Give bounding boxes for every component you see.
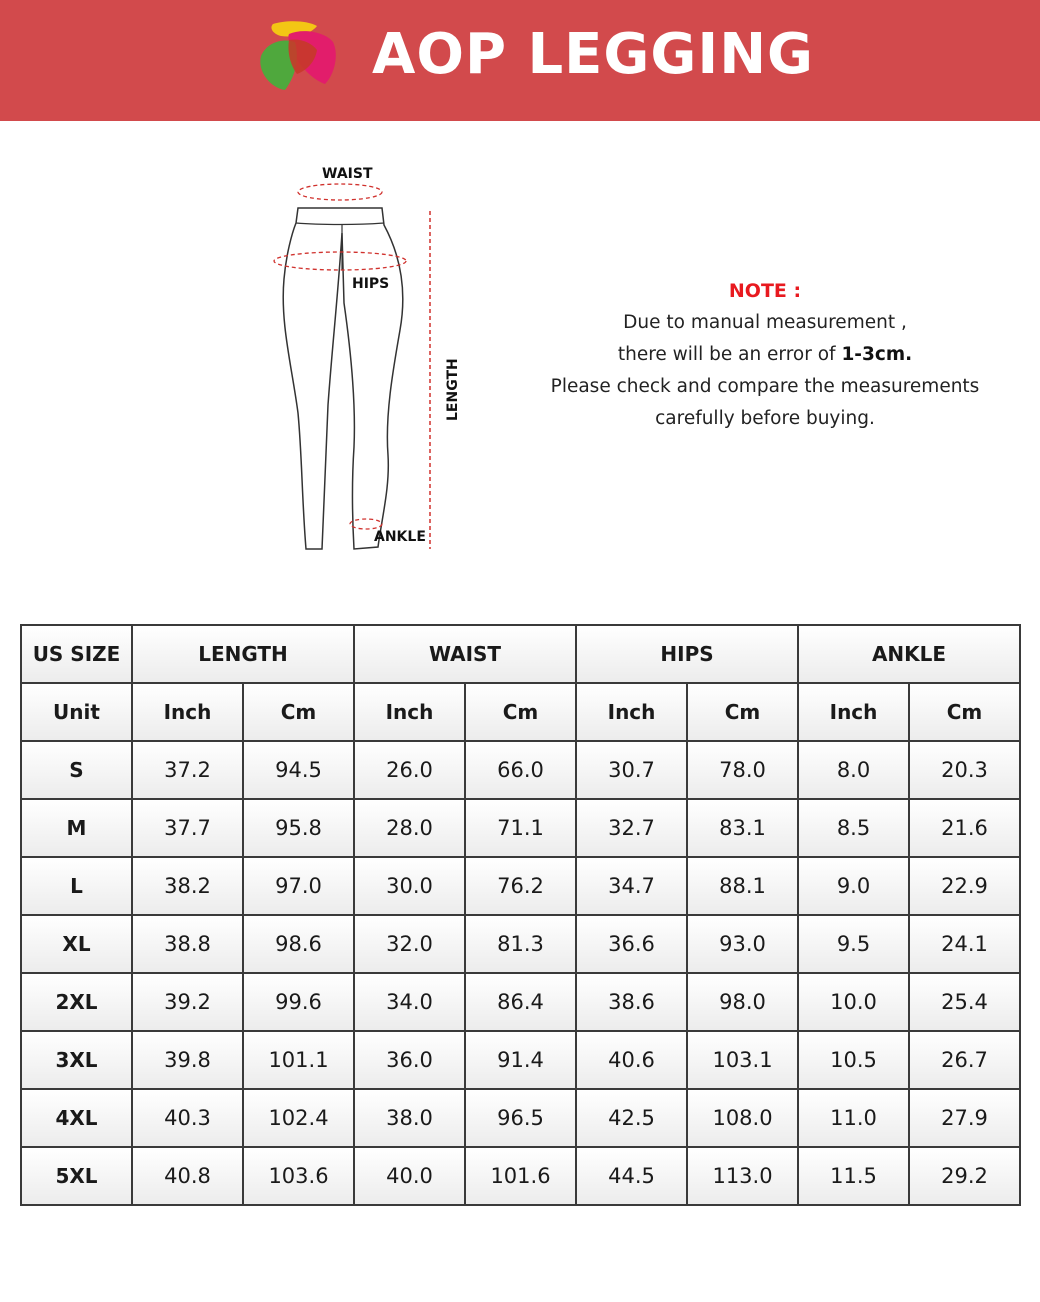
table-row	[21, 857, 1020, 915]
us-size-header: US SIZE	[21, 625, 132, 683]
measurement-cell: 27.9	[909, 1089, 1020, 1147]
measurement-cell: 11.0	[798, 1089, 909, 1147]
measurement-cell: 9.0	[798, 857, 909, 915]
measurement-cell: 10.5	[798, 1031, 909, 1089]
measurement-note	[540, 275, 990, 435]
measurement-cell: 9.5	[798, 915, 909, 973]
measurement-cell: 76.2	[465, 857, 576, 915]
measurement-cell: 34.0	[354, 973, 465, 1031]
size-cell: M	[21, 799, 132, 857]
measurement-cell: 96.5	[465, 1089, 576, 1147]
measurement-cell: 108.0	[687, 1089, 798, 1147]
table-row	[21, 915, 1020, 973]
ankle-measure-line	[350, 519, 382, 529]
measurement-cell: 34.7	[576, 857, 687, 915]
ankle-label: ANKLE	[374, 529, 426, 545]
ankle-header: ANKLE	[798, 625, 1020, 683]
measurement-cell: 101.6	[465, 1147, 576, 1205]
measurement-cell: 91.4	[465, 1031, 576, 1089]
measurement-cell: 97.0	[243, 857, 354, 915]
measurement-cell: 37.7	[132, 799, 243, 857]
size-cell: L	[21, 857, 132, 915]
unit-cell: Cm	[909, 683, 1020, 741]
unit-header: Unit	[21, 683, 132, 741]
table-row	[21, 973, 1020, 1031]
table-row	[21, 741, 1020, 799]
measurement-cell: 38.6	[576, 973, 687, 1031]
measurement-cell: 24.1	[909, 915, 1020, 973]
measurement-cell: 20.3	[909, 741, 1020, 799]
measurement-cell: 102.4	[243, 1089, 354, 1147]
measurement-cell: 40.3	[132, 1089, 243, 1147]
measurement-cell: 103.1	[687, 1031, 798, 1089]
measurement-cell: 28.0	[354, 799, 465, 857]
waistband-line	[296, 223, 384, 225]
waist-label: WAIST	[322, 166, 373, 182]
measurement-cell: 44.5	[576, 1147, 687, 1205]
legging-outline	[283, 208, 403, 549]
note-line-3: Please check and compare the measurements	[550, 376, 980, 397]
unit-cell: Cm	[243, 683, 354, 741]
size-cell: 4XL	[21, 1089, 132, 1147]
group-header-row	[21, 625, 1020, 683]
header-banner	[0, 0, 1040, 121]
size-cell: 2XL	[21, 973, 132, 1031]
measurement-cell: 86.4	[465, 973, 576, 1031]
measurement-cell: 38.0	[354, 1089, 465, 1147]
unit-cell: Cm	[465, 683, 576, 741]
measurement-cell: 26.0	[354, 741, 465, 799]
measurement-cell: 83.1	[687, 799, 798, 857]
measurement-cell: 26.7	[909, 1031, 1020, 1089]
measurement-cell: 99.6	[243, 973, 354, 1031]
brand-logo	[255, 20, 339, 92]
note-line-2	[540, 339, 990, 371]
measurement-cell: 42.5	[576, 1089, 687, 1147]
measurement-cell: 10.0	[798, 973, 909, 1031]
measurement-cell: 71.1	[465, 799, 576, 857]
size-chart-table	[20, 624, 1021, 1206]
unit-cell: Inch	[798, 683, 909, 741]
measurement-cell: 30.0	[354, 857, 465, 915]
page-title: AOP LEGGING	[372, 22, 815, 87]
measurement-cell: 39.2	[132, 973, 243, 1031]
measurement-cell: 98.0	[687, 973, 798, 1031]
measurement-cell: 38.8	[132, 915, 243, 973]
measurement-cell: 95.8	[243, 799, 354, 857]
measurement-cell: 94.5	[243, 741, 354, 799]
measurement-cell: 37.2	[132, 741, 243, 799]
measurement-cell: 38.2	[132, 857, 243, 915]
legging-diagram	[240, 155, 480, 565]
note-line-1: Due to manual measurement ,	[623, 312, 907, 333]
length-header: LENGTH	[132, 625, 354, 683]
measurement-cell: 36.0	[354, 1031, 465, 1089]
unit-cell: Inch	[576, 683, 687, 741]
measurement-cell: 39.8	[132, 1031, 243, 1089]
measurement-cell: 25.4	[909, 973, 1020, 1031]
table-row	[21, 1089, 1020, 1147]
measurement-cell: 21.6	[909, 799, 1020, 857]
measurement-cell: 40.8	[132, 1147, 243, 1205]
measurement-cell: 30.7	[576, 741, 687, 799]
note-title: NOTE :	[728, 280, 802, 302]
size-cell: 3XL	[21, 1031, 132, 1089]
note-error-range: 1-3cm.	[841, 344, 913, 365]
measurement-cell: 8.0	[798, 741, 909, 799]
waist-measure-line	[298, 184, 382, 200]
measurement-cell: 40.0	[354, 1147, 465, 1205]
measurement-cell: 29.2	[909, 1147, 1020, 1205]
measurement-cell: 22.9	[909, 857, 1020, 915]
table-row	[21, 799, 1020, 857]
measurement-cell: 78.0	[687, 741, 798, 799]
measurement-cell: 32.0	[354, 915, 465, 973]
table-row	[21, 1031, 1020, 1089]
hips-label: HIPS	[352, 276, 390, 292]
measurement-cell: 98.6	[243, 915, 354, 973]
note-line-4: carefully before buying.	[655, 408, 875, 429]
waist-header: WAIST	[354, 625, 576, 683]
unit-cell: Cm	[687, 683, 798, 741]
length-label: LENGTH	[445, 358, 461, 421]
measurement-cell: 113.0	[687, 1147, 798, 1205]
measurement-cell: 8.5	[798, 799, 909, 857]
note-line-2-text: there will be an error of	[617, 344, 842, 365]
measurement-cell: 32.7	[576, 799, 687, 857]
hips-header: HIPS	[576, 625, 798, 683]
measurement-cell: 36.6	[576, 915, 687, 973]
size-cell: S	[21, 741, 132, 799]
table-row	[21, 1147, 1020, 1205]
size-cell: XL	[21, 915, 132, 973]
measurement-cell: 11.5	[798, 1147, 909, 1205]
measurement-cell: 101.1	[243, 1031, 354, 1089]
unit-cell: Inch	[354, 683, 465, 741]
unit-cell: Inch	[132, 683, 243, 741]
measurement-cell: 103.6	[243, 1147, 354, 1205]
measurement-cell: 88.1	[687, 857, 798, 915]
measurement-cell: 81.3	[465, 915, 576, 973]
unit-header-row	[21, 683, 1020, 741]
measurement-cell: 93.0	[687, 915, 798, 973]
measurement-cell: 40.6	[576, 1031, 687, 1089]
measurement-cell: 66.0	[465, 741, 576, 799]
size-cell: 5XL	[21, 1147, 132, 1205]
